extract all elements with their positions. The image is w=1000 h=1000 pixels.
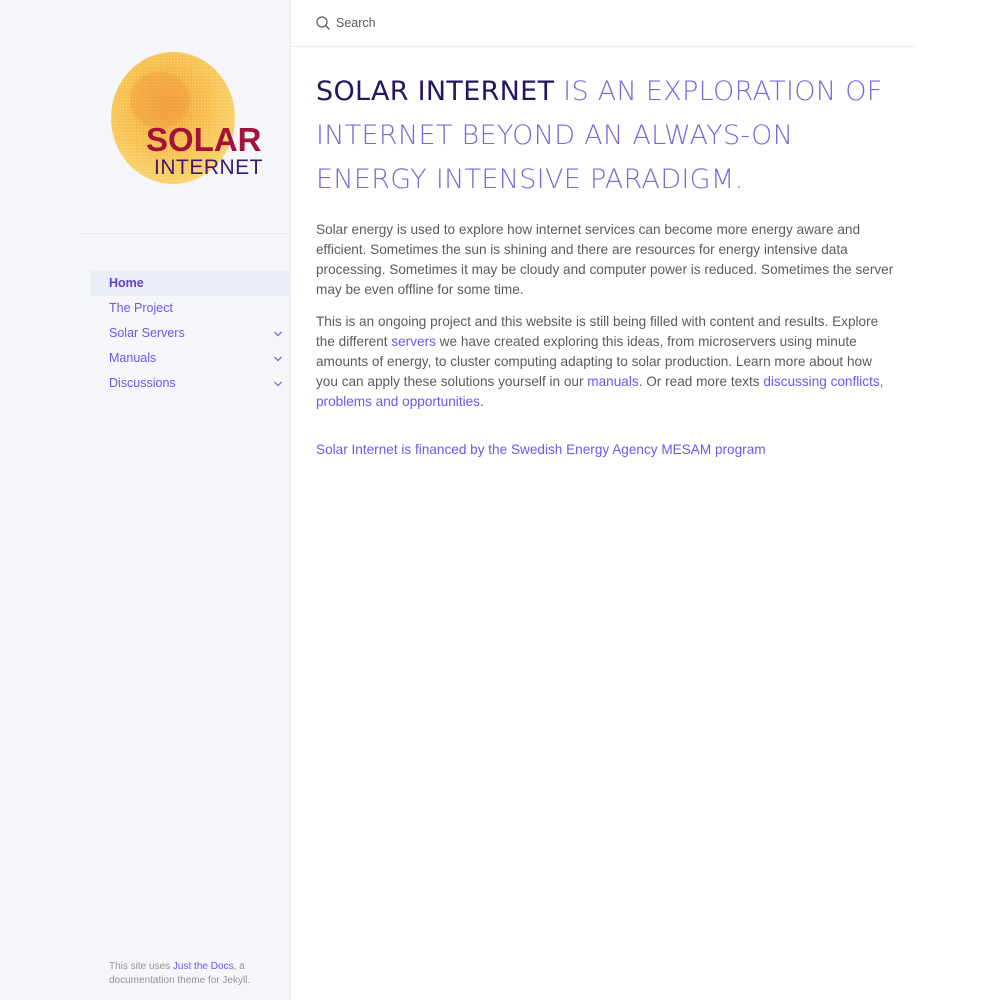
search-icon bbox=[316, 16, 330, 30]
sidebar bbox=[0, 0, 291, 1000]
site-logo[interactable] bbox=[110, 50, 265, 190]
footer-suffix: , a documentation theme for Jekyll. bbox=[109, 961, 251, 986]
funding-link[interactable]: Solar Internet is financed by the Swedish Energy Agency MESAM program bbox=[316, 442, 766, 457]
sidebar-item-home[interactable] bbox=[90, 271, 291, 296]
page-title bbox=[316, 70, 896, 202]
sidebar-footer bbox=[109, 960, 279, 988]
sidebar-item-manuals[interactable] bbox=[90, 346, 291, 371]
sidebar-item-label: Home bbox=[109, 276, 144, 290]
sidebar-item-label: Manuals bbox=[109, 351, 157, 365]
chevron-down-icon[interactable] bbox=[273, 329, 283, 339]
sidebar-divider bbox=[80, 233, 291, 234]
main-content bbox=[316, 70, 896, 460]
intro-paragraph: Solar energy is used to explore how internet services can become more energy aware and efficient. Sometimes the sun is shining and there are resources for energy intensive data processing. Sometimes it may be cloudy and computer power is reduced. Sometimes the server may be even offline for some time. bbox=[316, 222, 894, 297]
logo-text-solar: SOLAR bbox=[146, 121, 262, 158]
funding-note bbox=[316, 440, 896, 460]
chevron-down-icon[interactable] bbox=[273, 379, 283, 389]
project-paragraph bbox=[316, 312, 896, 412]
chevron-down-icon[interactable] bbox=[273, 354, 283, 364]
servers-link[interactable]: servers bbox=[391, 334, 436, 349]
headline-strong: SOLAR INTERNET bbox=[316, 76, 555, 107]
headline-rest: IS AN EXPLORATION OF INTERNET BEYOND AN ALWAYS-ON ENERGY INTENSIVE PARADIGM. bbox=[316, 76, 883, 195]
search-header bbox=[291, 0, 916, 47]
paragraph-text: . bbox=[479, 394, 484, 409]
search-input[interactable] bbox=[334, 13, 754, 33]
sidebar-item-label: Discussions bbox=[109, 376, 176, 390]
discussions-link[interactable]: discussing conflicts, problems and opportunities bbox=[316, 374, 884, 409]
sun-logo-icon bbox=[110, 50, 265, 190]
manuals-link[interactable]: manuals bbox=[587, 374, 639, 389]
sidebar-item-the-project[interactable] bbox=[90, 296, 291, 321]
paragraph-text: . Or read more texts bbox=[638, 374, 764, 389]
paragraph-text: we have created exploring this ideas, from microservers using minute amounts of energy, to cluster computing adapting to solar production. Learn more about how you can apply these solutions yourself in our bbox=[316, 334, 872, 389]
sidebar-item-label: Solar Servers bbox=[109, 326, 185, 340]
sidebar-nav bbox=[90, 271, 291, 396]
just-the-docs-link[interactable]: Just the Docs bbox=[172, 961, 234, 972]
footer-prefix: This site uses bbox=[109, 961, 173, 972]
logo-text-internet: INTERNET bbox=[154, 156, 263, 179]
sidebar-item-label: The Project bbox=[109, 301, 173, 315]
sidebar-item-discussions[interactable] bbox=[90, 371, 291, 396]
paragraph-text: This is an ongoing project and this website is still being filled with content and results. Explore the different bbox=[316, 314, 879, 349]
sidebar-item-solar-servers[interactable] bbox=[90, 321, 291, 346]
